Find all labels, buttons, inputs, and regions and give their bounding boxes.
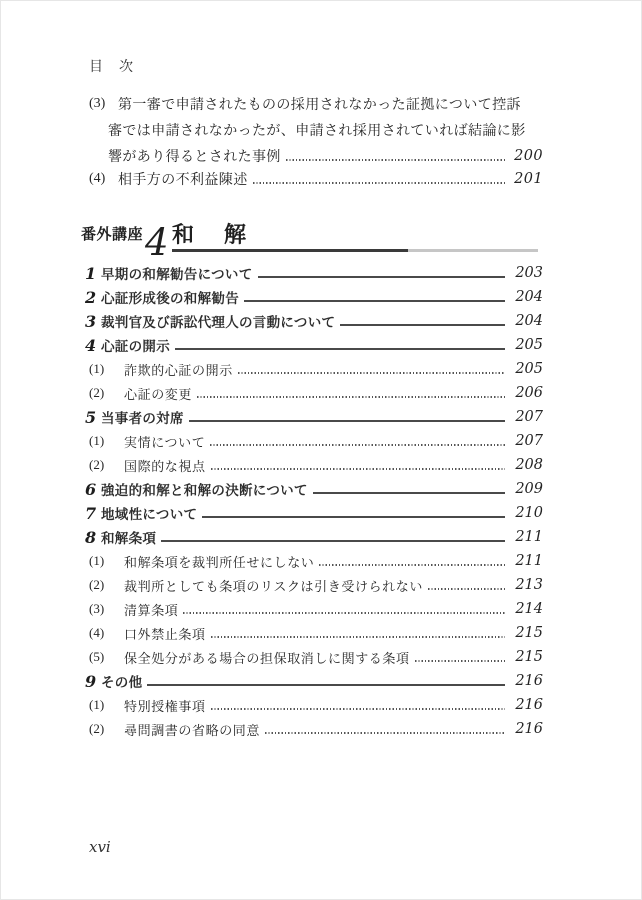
toc-entry-number: 9 — [85, 671, 97, 691]
toc-entry-title: 心証の変更 — [124, 386, 193, 402]
toc-leader-line — [428, 588, 505, 590]
page-header: 目 次 — [89, 60, 134, 75]
toc-entry-page: 216 — [515, 673, 543, 689]
toc-entry-title: 審では申請されなかったが、申請され採用されていれば結論に影 — [108, 124, 526, 139]
toc-entry-title: 和解条項 — [101, 531, 157, 546]
toc-entry-number: (3) — [89, 96, 106, 111]
page-number-footer: xvi — [89, 838, 111, 856]
toc-entry — [89, 91, 543, 169]
toc-entry-title: 強迫的和解と和解の決断について — [101, 483, 308, 498]
toc-entry-page: 207 — [515, 433, 543, 449]
toc-entry-page: 207 — [515, 409, 543, 425]
toc-entry-page: 205 — [515, 337, 543, 353]
toc-entry-title: 特別授権事項 — [124, 698, 206, 714]
toc-entry-page: 216 — [515, 721, 543, 737]
toc-entry-title: 詐欺的心証の開示 — [124, 362, 233, 378]
toc-entry-page: 216 — [515, 697, 543, 713]
toc-entry-number: (3) — [89, 601, 105, 616]
toc-leader-line — [265, 732, 505, 734]
toc-entry-page: 204 — [515, 313, 543, 329]
toc-entry-title: 早期の和解勧告について — [101, 267, 253, 282]
toc-entry-title: 地域性について — [101, 507, 198, 522]
toc-entry-number: 1 — [85, 263, 97, 283]
toc-entry-title: 和解条項を裁判所任せにしない — [124, 554, 315, 570]
toc-entry-page: 214 — [515, 601, 543, 617]
toc-leader-line — [197, 396, 505, 398]
toc-entry-page: 210 — [515, 505, 543, 521]
toc-entry-title: 裁判所としても条項のリスクは引き受けられない — [124, 578, 423, 594]
toc-entry — [85, 381, 543, 405]
toc-entry-title: 国際的な視点 — [124, 458, 206, 474]
toc-leader-line — [211, 708, 505, 710]
toc-entry-line — [89, 166, 543, 192]
toc-entry-number: 3 — [85, 311, 97, 331]
toc-entry-number: (2) — [89, 577, 105, 592]
toc-entry — [85, 309, 543, 333]
toc-entry-number: 7 — [85, 503, 97, 523]
toc-entry-number: 8 — [85, 527, 97, 547]
toc-entry-page: 204 — [515, 289, 543, 305]
toc-entry-page: 211 — [515, 553, 543, 569]
section-underline — [172, 249, 538, 252]
toc-entry-number: 4 — [85, 335, 97, 355]
toc-leader-line — [340, 324, 505, 326]
toc-entry-number: (1) — [89, 361, 105, 376]
toc-continued-list — [89, 91, 543, 192]
toc-entry — [85, 333, 543, 357]
toc-entry — [85, 405, 543, 429]
toc-entry — [85, 717, 543, 741]
toc-entry-page: 205 — [515, 361, 543, 377]
toc-leader-line — [183, 612, 505, 614]
toc-entry-number: (1) — [89, 697, 105, 712]
toc-entry-title: 口外禁止条項 — [124, 626, 206, 642]
toc-entry — [85, 597, 543, 621]
toc-entry — [85, 669, 543, 693]
toc-entry-title: その他 — [101, 675, 143, 690]
toc-entry-page: 203 — [515, 265, 543, 281]
toc-entry-number: (2) — [89, 721, 105, 736]
toc-entry-number: (2) — [89, 457, 105, 472]
underline-dark-segment — [172, 249, 408, 252]
toc-leader-line — [286, 159, 505, 161]
toc-entry — [85, 285, 543, 309]
toc-entry-page: 200 — [514, 148, 543, 164]
toc-leader-line — [161, 540, 505, 542]
toc-entry-title: 当事者の対席 — [101, 411, 184, 426]
toc-leader-line — [253, 182, 505, 184]
toc-entry-title: 響があり得るとされた事例 — [108, 150, 281, 165]
toc-leader-line — [189, 420, 505, 422]
toc-entry — [85, 261, 543, 285]
toc-entry — [85, 477, 543, 501]
toc-entry-title: 実情について — [124, 434, 206, 450]
toc-entry-title: 尋問調書の省略の同意 — [124, 722, 261, 738]
toc-leader-line — [147, 684, 505, 686]
toc-entry-page: 211 — [515, 529, 543, 545]
toc-entry-number: 6 — [85, 479, 97, 499]
toc-entry — [85, 573, 543, 597]
toc-entry — [85, 429, 543, 453]
toc-entry-title: 裁判官及び訴訟代理人の言動について — [101, 315, 336, 330]
section-kicker: 番外講座 — [81, 226, 144, 243]
toc-entry-page: 215 — [515, 649, 543, 665]
toc-entry-page: 201 — [514, 171, 543, 187]
toc-entry-number: (5) — [89, 649, 105, 664]
toc-entry-title: 心証形成後の和解勧告 — [101, 291, 239, 306]
toc-entry-number: 5 — [85, 407, 97, 427]
toc-main-list — [85, 261, 543, 741]
toc-entry-number: (4) — [89, 171, 106, 186]
toc-entry-page: 213 — [515, 577, 543, 593]
underline-light-segment — [408, 249, 538, 252]
toc-entry-number: (1) — [89, 553, 105, 568]
toc-leader-line — [202, 516, 505, 518]
toc-entry — [85, 549, 543, 573]
toc-leader-line — [238, 372, 505, 374]
section-title: 和 解 — [172, 222, 251, 247]
toc-entry — [85, 693, 543, 717]
toc-entry — [85, 621, 543, 645]
toc-entry-line — [89, 91, 543, 117]
toc-entry-page: 215 — [515, 625, 543, 641]
toc-leader-line — [258, 276, 505, 278]
toc-entry-line — [89, 117, 543, 143]
toc-entry-page: 208 — [515, 457, 543, 473]
toc-entry — [89, 166, 543, 192]
toc-entry — [85, 645, 543, 669]
toc-entry-number: (1) — [89, 433, 105, 448]
toc-leader-line — [211, 468, 505, 470]
toc-entry-number: (2) — [89, 385, 105, 400]
toc-leader-line — [415, 660, 505, 662]
toc-leader-line — [211, 636, 505, 638]
toc-entry-page: 209 — [515, 481, 543, 497]
toc-entry — [85, 501, 543, 525]
toc-entry-title: 相手方の不利益陳述 — [118, 173, 248, 188]
toc-leader-line — [319, 564, 505, 566]
toc-leader-line — [175, 348, 505, 350]
toc-entry-title: 心証の開示 — [101, 339, 170, 354]
toc-leader-line — [244, 300, 505, 302]
toc-leader-line — [313, 492, 505, 494]
toc-entry-number: 2 — [85, 287, 97, 307]
toc-entry-title: 保全処分がある場合の担保取消しに関する条項 — [124, 650, 410, 666]
toc-entry-title: 清算条項 — [124, 602, 179, 618]
section-number: 4 — [145, 221, 169, 264]
toc-leader-line — [210, 444, 505, 446]
toc-entry-number: (4) — [89, 625, 105, 640]
toc-entry — [85, 357, 543, 381]
toc-entry-title: 第一審で申請されたものの採用されなかった証拠について控訴 — [118, 98, 521, 113]
toc-entry-page: 206 — [515, 385, 543, 401]
toc-entry — [85, 525, 543, 549]
toc-entry — [85, 453, 543, 477]
